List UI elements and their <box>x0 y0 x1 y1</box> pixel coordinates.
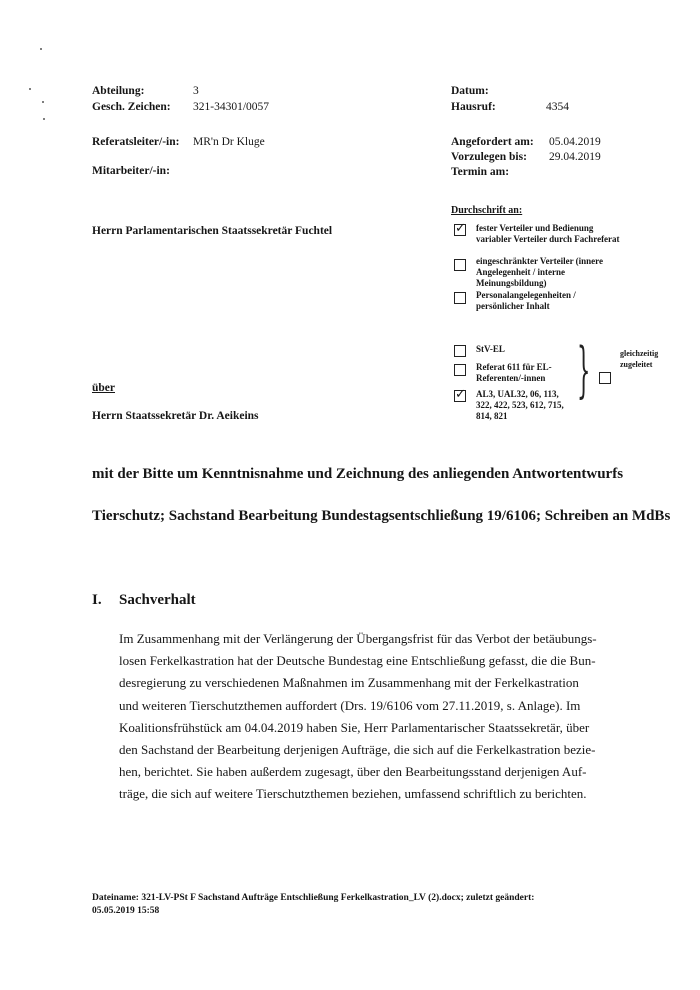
hausruf-value: 4354 <box>546 101 569 113</box>
scan-speck <box>29 88 31 90</box>
durchschrift-option-text: eingeschränkter Verteiler (innere Angelegenheit / interne Meinungsbildung) <box>476 256 603 288</box>
angefordert-value: 05.04.2019 <box>549 136 601 148</box>
vorzulegen-label: Vorzulegen bis: <box>451 151 527 163</box>
scan-speck <box>42 101 44 103</box>
checkbox-fester-verteiler[interactable] <box>454 224 466 236</box>
body-line: den Sachstand der Bearbeitung derjenigen Aufträge, die sich auf die Ferkelkastration bezie- <box>119 742 596 758</box>
body-line: Koalitionsfrühstück am 04.04.2019 haben Sie, Herr Parlamentarischer Staatssekretär, über <box>119 719 590 735</box>
checkbox-eingeschraenkter-verteiler[interactable] <box>454 259 466 271</box>
vorzulegen-value: 29.04.2019 <box>549 151 601 163</box>
referatsleiter-value: MR'n Dr Kluge <box>193 136 265 148</box>
gleichzeitig-label: gleichzeitig zugeleitet <box>620 349 659 369</box>
durchschrift-option-text: fester Verteiler und Bedienung variabler Verteiler durch Fachreferat <box>476 223 620 244</box>
group-item-text: AL3, UAL32, 06, 113, 322, 422, 523, 612, 715, 814, 821 <box>476 389 564 421</box>
mitarbeiter-label: Mitarbeiter/-in: <box>92 165 170 177</box>
angefordert-label: Angefordert am: <box>451 136 534 148</box>
scan-speck <box>43 118 45 120</box>
body-paragraph <box>119 628 625 806</box>
hausruf-label: Hausruf: <box>451 101 496 113</box>
body-line: und weiteren Tierschutzthemen auffordert (Drs. 19/6106 vom 27.11.2019, s. Anlage). Im <box>119 697 581 713</box>
via-recipient: Herrn Staatssekretär Dr. Aeikeins <box>92 410 259 422</box>
body-line: desregierung zu verschiedenen Maßnahmen im Zusammenhang mit der Ferkelkastration <box>119 675 579 691</box>
body-line: hen, berichtet. Sie haben außerdem zugesagt, über den Bearbeitungsstand derjenigen Auf- <box>119 764 587 780</box>
checkbox-stv-el[interactable] <box>454 345 466 357</box>
body-line: träge, die sich auf weitere Tierschutzthemen beziehen, umfassend schriftlich zu berichten. <box>119 786 587 802</box>
checkbox-personalangelegenheiten[interactable] <box>454 292 466 304</box>
footer-filename: Dateiname: 321-LV-PSt F Sachstand Aufträge Entschließung Ferkelkastration_LV (2).docx; zuletzt geändert: <box>92 893 535 903</box>
right-brace-icon: } <box>577 335 591 405</box>
recipient: Herrn Parlamentarischen Staatssekretär Fuchtel <box>92 225 333 237</box>
zeichen-value: 321-34301/0057 <box>193 101 270 113</box>
abteilung-label: Abteilung: <box>92 85 145 97</box>
section-number: I. <box>92 592 102 608</box>
body-line: Im Zusammenhang mit der Verlängerung der Übergangsfrist für das Verbot der betäubungs- <box>119 631 597 646</box>
subject-line: Tierschutz; Sachstand Bearbeitung Bundestagsentschließung 19/6106; Schreiben an MdBs <box>92 508 671 524</box>
ueber-label: über <box>92 382 115 394</box>
checkbox-referat-611[interactable] <box>454 364 466 376</box>
section-title: Sachverhalt <box>119 592 196 608</box>
group-item-text: Referat 611 für EL-Referenten/-innen <box>476 362 552 383</box>
request-line: mit der Bitte um Kenntnisnahme und Zeichnung des anliegenden Antwortentwurfs <box>92 466 624 482</box>
datum-label: Datum: <box>451 85 489 97</box>
scan-speck <box>40 48 42 50</box>
checkbox-gleichzeitig[interactable] <box>599 372 611 384</box>
referatsleiter-label: Referatsleiter/-in: <box>92 136 180 148</box>
termin-label: Termin am: <box>451 166 510 178</box>
group-item-text: StV-EL <box>476 344 505 354</box>
zeichen-label: Gesch. Zeichen: <box>92 101 171 113</box>
footer-date: 05.05.2019 15:58 <box>92 906 160 916</box>
durchschrift-option-text: Personalangelegenheiten / persönlicher Inhalt <box>476 290 576 311</box>
abteilung-value: 3 <box>193 85 199 97</box>
durchschrift-label: Durchschrift an: <box>451 205 523 216</box>
body-line: losen Ferkelkastration hat der Deutsche Bundestag eine Entschließung gefasst, die die Bun- <box>119 653 596 669</box>
checkbox-al3[interactable] <box>454 390 466 402</box>
